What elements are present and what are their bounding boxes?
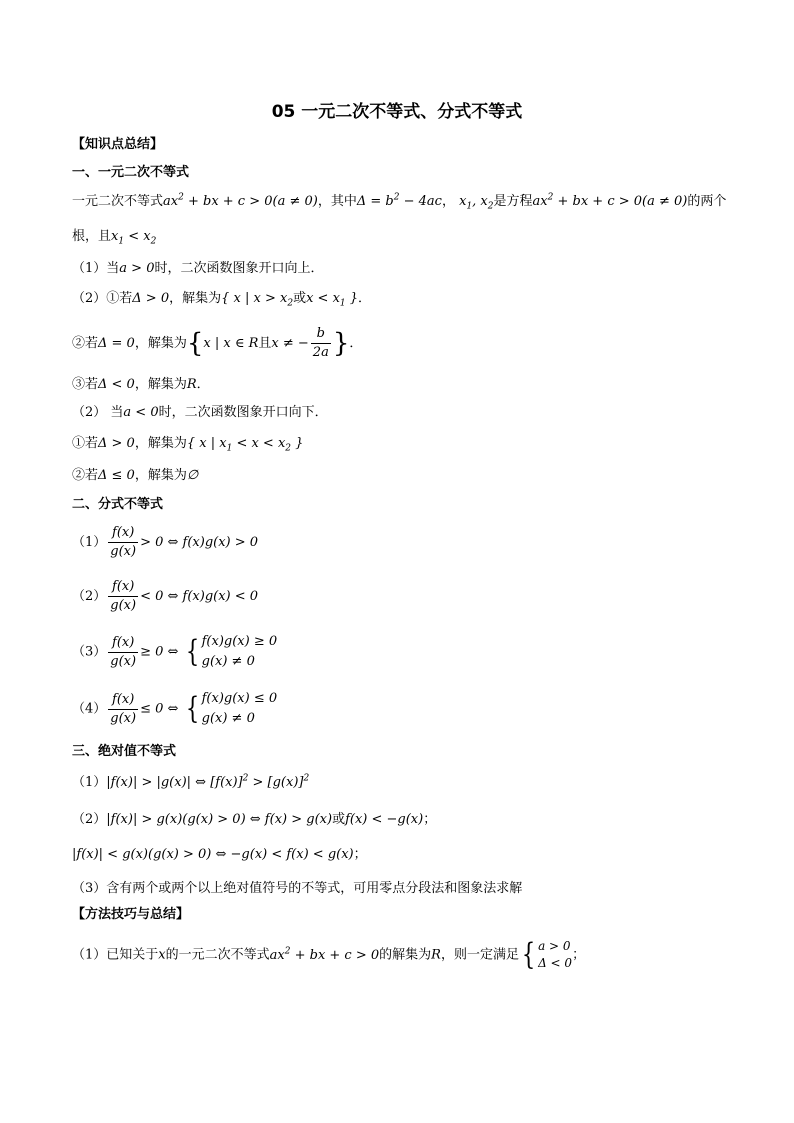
- abs-item-2b: [72, 846, 367, 864]
- fraction-f-over-g: $\frac{f(x)}{g(x)}$: [110, 634, 137, 669]
- formula-a-lt-0: a < 0: [123, 405, 159, 420]
- text: （2） 当: [72, 405, 124, 420]
- text: ，解集为: [134, 377, 187, 392]
- text: ，解集为: [134, 336, 187, 351]
- text: ②若: [72, 336, 99, 351]
- text: （2）①若: [72, 291, 133, 306]
- text: ，解集为: [134, 468, 187, 483]
- text: （1）已知关于: [72, 947, 159, 963]
- text: （1）: [72, 775, 107, 790]
- text: 时，二次函数图象开口向上．: [154, 261, 324, 276]
- paragraph-roots-order: [72, 228, 156, 246]
- item-neg-delta-nonpositive: [72, 467, 198, 485]
- text: （4）: [72, 701, 107, 717]
- formula-equation: $ax^2$ + bx + c > 0(a ≠ 0): [532, 192, 688, 209]
- item-delta-positive: （2）①若Δ > 0，解集为{ x | $x > x_2$或$x < x_1$ }．: [72, 291, 372, 309]
- text: 时，二次函数图象开口向下．: [158, 405, 328, 420]
- formula-delta-le-0: Δ ≤ 0: [98, 468, 135, 483]
- formula-R: R: [431, 947, 441, 963]
- formula-abs-less: |f(x)| < g(x)(g(x) > 0) ⇔ −g(x) < f(x) < g(x): [72, 847, 354, 862]
- fraction-f-over-g: $\frac{f(x)}{g(x)}$: [110, 691, 137, 726]
- heading-quadratic: 一、一元二次不等式: [72, 165, 190, 180]
- heading-absolute-value: 三、绝对值不等式: [72, 744, 177, 759]
- formula-solution-between: { x | $x_1 < x < x_2$ }: [186, 436, 304, 454]
- system-of-conditions: { f(x)g(x) ≥ 0 g(x) ≠ 0: [185, 634, 278, 669]
- text: ①若: [72, 436, 99, 451]
- formula-delta-gt-0: Δ > 0: [98, 436, 135, 451]
- item-delta-zero: ②若Δ = 0，解集为{x | x ∈ R且x ≠ − $\frac{b}{2a}$ }．: [72, 326, 363, 360]
- item-delta-negative: ③若Δ < 0，解集为R．: [72, 377, 210, 392]
- formula-R: R: [186, 377, 197, 392]
- section-knowledge-summary: 【知识点总结】: [72, 137, 164, 152]
- fractional-item-2: [72, 578, 258, 615]
- heading-fractional: 二、分式不等式: [72, 497, 164, 512]
- formula-roots: $x_1$, $x_2$: [459, 194, 494, 212]
- formula-inequality: $ax^2$ + bx + c > 0(a ≠ 0): [163, 192, 318, 209]
- formula-solution-set: { x | $x > x_2$或$x < x_1$ }: [221, 291, 359, 309]
- text: ，解集为: [169, 291, 222, 306]
- item-a-positive: [72, 260, 323, 278]
- fractional-item-3: [72, 632, 277, 672]
- text: ，则一定满足: [440, 947, 519, 963]
- text: （3）: [72, 644, 107, 660]
- formula-abs-greater: |f(x)| > g(x)(g(x) > 0) ⇔ f(x) > g(x)或f(x) < −g(x): [106, 812, 424, 827]
- text: ；: [353, 847, 367, 862]
- method-item-1: [72, 938, 585, 972]
- formula-equivalence: ≤ 0 ⇔: [140, 701, 183, 717]
- formula-solution-set-b2a: {x | x ∈ R且x ≠ − $\frac{b}{2a}$ }: [186, 326, 350, 360]
- text: 的两个: [687, 194, 727, 209]
- text: 是方程: [493, 194, 533, 209]
- section-method-summary: 【方法技巧与总结】: [72, 907, 190, 922]
- text: ；: [572, 947, 586, 963]
- formula-inequality: $ax^2$ + bx + c > 0: [269, 946, 380, 963]
- formula-delta-gt-0: Δ > 0: [132, 291, 170, 306]
- abs-item-1: [72, 774, 309, 792]
- item-a-negative: [72, 404, 328, 422]
- formula-a-gt-0: a > 0: [119, 261, 155, 276]
- fractional-item-4: [72, 689, 277, 729]
- system-of-conditions: { a > 0 Δ < 0: [521, 937, 573, 972]
- text: ，其中: [317, 194, 357, 209]
- text: （1）当: [72, 261, 120, 276]
- formula-x: x: [158, 947, 166, 963]
- formula-x1-lt-x2: $x_1 < x_2$: [111, 229, 157, 247]
- text: （2）: [72, 812, 107, 827]
- text: 根，且: [72, 229, 112, 244]
- text: （2）: [72, 589, 107, 604]
- formula-equivalence: > 0 ⇔ f(x)g(x) > 0: [140, 535, 259, 550]
- item-neg-delta-positive: [72, 435, 303, 453]
- fraction-f-over-g: $\frac{f(x)}{g(x)}$: [110, 579, 137, 613]
- formula-abs-compare: |f(x)| > |g(x)| ⇔ $[f(x)]^2 > [g(x)]^2$: [106, 773, 310, 790]
- text: 的一元二次不等式: [165, 947, 270, 963]
- text: ，解集为: [134, 436, 187, 451]
- formula-delta: $\Delta = b^2 - 4ac$: [356, 192, 442, 209]
- fractional-item-1: [72, 524, 258, 561]
- text: （1）: [72, 535, 107, 550]
- page-title: 05 一元二次不等式、分式不等式: [271, 102, 523, 122]
- abs-item-3: （3）含有两个或两个以上绝对值符号的不等式，可用零点分段法和图象法求解: [72, 881, 523, 896]
- formula-empty-set: ∅: [186, 468, 199, 483]
- text: ，: [441, 194, 455, 209]
- formula-equivalence: < 0 ⇔ f(x)g(x) < 0: [140, 589, 259, 604]
- text: ②若: [72, 468, 99, 483]
- text: 的解集为: [379, 947, 432, 963]
- fraction-f-over-g: $\frac{f(x)}{g(x)}$: [110, 525, 137, 559]
- abs-item-2: （2）|f(x)| > g(x)(g(x) > 0) ⇔ f(x) > g(x)或f(x) < −g(x)；: [72, 812, 437, 827]
- text: 一元二次不等式: [72, 194, 164, 209]
- formula-delta-eq-0: Δ = 0: [98, 336, 135, 351]
- formula-equivalence: ≥ 0 ⇔: [140, 644, 183, 660]
- text: ③若: [72, 377, 99, 392]
- paragraph-quadratic-def: [72, 193, 726, 211]
- formula-delta-lt-0: Δ < 0: [98, 377, 135, 392]
- system-of-conditions: { f(x)g(x) ≤ 0 g(x) ≠ 0: [185, 691, 278, 726]
